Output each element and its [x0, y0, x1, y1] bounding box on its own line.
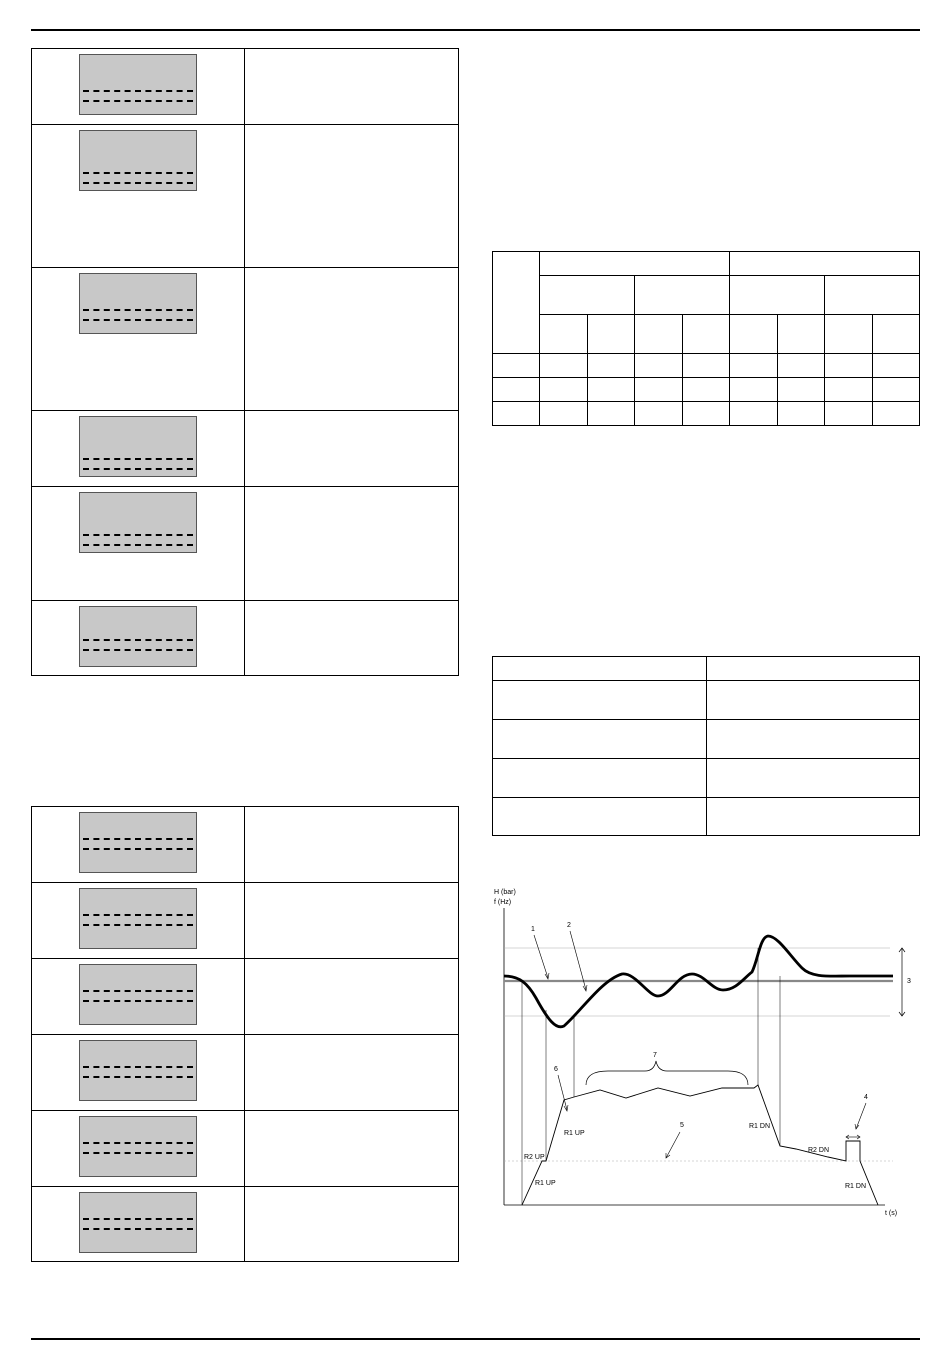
callout-3: 3	[907, 978, 911, 985]
callout-6: 6	[554, 1066, 558, 1073]
table-row	[493, 315, 920, 354]
table-row	[32, 1187, 459, 1262]
table-row	[32, 49, 459, 125]
table-row	[32, 959, 459, 1035]
lcd-display	[79, 492, 197, 553]
table-row	[32, 125, 459, 268]
table-row	[32, 883, 459, 959]
table-row	[493, 252, 920, 276]
callout-5: 5	[680, 1122, 684, 1129]
lcd-display	[79, 130, 197, 191]
ramp-label-r2-up: R2 UP	[524, 1154, 545, 1161]
ramp-label-r1-up-high: R1 UP	[564, 1130, 585, 1137]
table-row	[493, 354, 920, 378]
callout-2: 2	[567, 922, 571, 929]
x-axis-label: t (s)	[885, 1210, 898, 1217]
ramp-label-r1-dn-high: R1 DN	[749, 1123, 771, 1130]
ramp-label-r2-dn: R2 DN	[808, 1147, 830, 1154]
y-axis-label-pressure: H (bar)	[494, 889, 516, 896]
header-rule	[31, 29, 920, 31]
spec-grid-table	[492, 251, 920, 426]
table-row	[493, 720, 920, 759]
ramp-label-r1-dn-low: R1 DN	[845, 1183, 867, 1190]
lcd-display	[79, 812, 197, 873]
lcd-display	[79, 1192, 197, 1253]
frequency-curve	[522, 1085, 878, 1205]
table-row	[32, 411, 459, 487]
lcd-table-upper	[31, 48, 459, 676]
ramp-label-r1-up-low: R1 UP	[535, 1180, 556, 1187]
y-axis-label-frequency: f (Hz)	[494, 899, 512, 906]
table-row	[493, 798, 920, 836]
lcd-display	[79, 1116, 197, 1177]
pressure-frequency-diagram	[490, 880, 910, 1225]
lcd-table-lower	[31, 806, 459, 1262]
footer-rule	[31, 1338, 920, 1340]
two-column-table	[492, 656, 920, 836]
table-row	[493, 378, 920, 402]
operating-range-brace	[586, 1061, 748, 1085]
table-row	[493, 276, 920, 315]
table-row	[32, 1035, 459, 1111]
table-row	[493, 681, 920, 720]
table-row	[493, 759, 920, 798]
lcd-display	[79, 888, 197, 949]
table-row	[32, 807, 459, 883]
lcd-display	[79, 606, 197, 667]
table-row	[32, 487, 459, 601]
lcd-display	[79, 54, 197, 115]
table-row	[32, 268, 459, 411]
lcd-display	[79, 416, 197, 477]
table-row	[493, 402, 920, 426]
callout-1: 1	[531, 926, 535, 933]
table-row	[493, 657, 920, 681]
lcd-display	[79, 964, 197, 1025]
lcd-display	[79, 273, 197, 334]
callout-7: 7	[653, 1052, 657, 1059]
table-row	[32, 601, 459, 676]
table-row	[32, 1111, 459, 1187]
callout-4: 4	[864, 1094, 868, 1101]
lcd-display	[79, 1040, 197, 1101]
